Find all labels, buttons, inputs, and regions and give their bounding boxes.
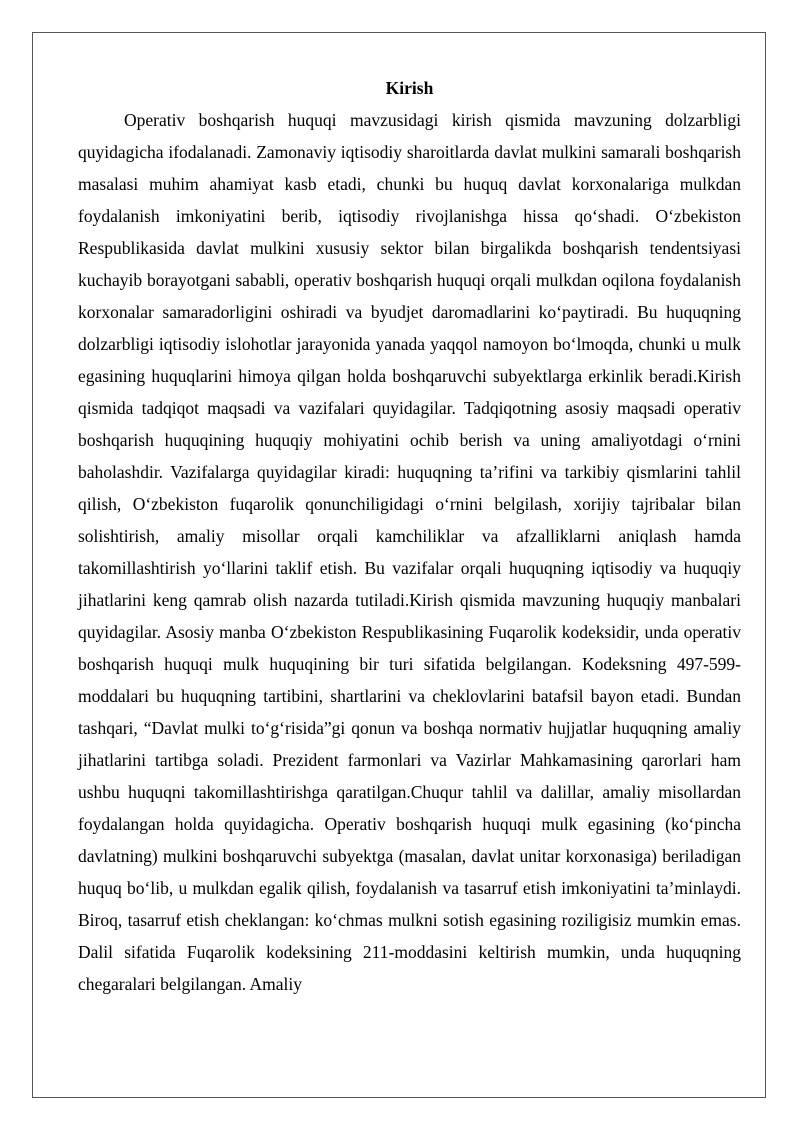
section-title: Kirish	[385, 78, 434, 98]
document-body	[78, 72, 741, 1000]
body-paragraph: Operativ boshqarish huquqi mavzusidagi kirish qismida mavzuning dolzarbligi quyidagicha ifodalanadi. Zamonaviy iqtisodiy sharoitlarda davlat mulkini samarali boshqarish masalasi muhim ahamiyat kasb etadi, chunki bu huquq davlat korxonalariga mulkdan foydalanish imkoniyatini berib, iqtisodiy rivojlanishga hissa qo‘shadi. O‘zbekiston Respublikasida davlat mulkini xususiy sektor bilan birgalikda boshqarish tendentsiyasi kuchayib borayotgani sababli, operativ boshqarish huquqi orqali mulkdan oqilona foydalanish korxonalar samaradorligini oshiradi va byudjet daromadlarini ko‘paytiradi. Bu huquqning dolzarbligi iqtisodiy islohotlar jarayonida yanada yaqqol namoyon bo‘lmoqda, chunki u mulk egasining huquqlarini himoya qilgan holda boshqaruvchi subyektlarga erkinlik beradi.Kirish qismida tadqiqot maqsadi va vazifalari quyidagilar. Tadqiqotning asosiy maqsadi operativ boshqarish huquqining huquqiy mohiyatini ochib berish va uning amaliyotdagi o‘rnini baholashdir. Vazifalarga quyidagilar kiradi: huquqning ta’rifini va tarkibiy qismlarini tahlil qilish, O‘zbekiston fuqarolik qonunchiligidagi o‘rnini belgilash, xorijiy tajribalar bilan solishtirish, amaliy misollar orqali kamchiliklar va afzalliklarni aniqlash hamda takomillashtirish yo‘llarini taklif etish. Bu vazifalar orqali huquqning iqtisodiy va huquqiy jihatlarini keng qamrab olish nazarda tutiladi.Kirish qismida mavzuning huquqiy manbalari quyidagilar. Asosiy manba O‘zbekiston Respublikasining Fuqarolik kodeksidir, unda operativ boshqarish huquqi mulk huquqining bir turi sifatida belgilangan. Kodeksning 497-599-moddalari bu huquqning tartibini, shartlarini va cheklovlarini batafsil bayon etadi. Bundan tashqari, “Davlat mulki to‘g‘risida”gi qonun va boshqa normativ hujjatlar huquqning amaliy jihatlarini tartibga soladi. Prezident farmonlari va Vazirlar Mahkamasining qarorlari ham ushbu huquqni takomillashtirishga qaratilgan.Chuqur tahlil va dalillar, amaliy misollardan foydalangan holda quyidagicha. Operativ boshqarish huquqi mulk egasining (ko‘pincha davlatning) mulkini boshqaruvchi subyektga (masalan, davlat unitar korxonasiga) beriladigan huquq bo‘lib, u mulkdan egalik qilish, foydalanish va tasarruf etish imkoniyatini ta’minlaydi. Biroq, tasarruf etish cheklangan: ko‘chmas mulkni sotish egasining roziligisiz mumkin emas. Dalil sifatida Fuqarolik kodeksining 211-moddasini keltirish mumkin, unda huquqning chegaralari belgilangan. Amaliy	[78, 110, 741, 994]
